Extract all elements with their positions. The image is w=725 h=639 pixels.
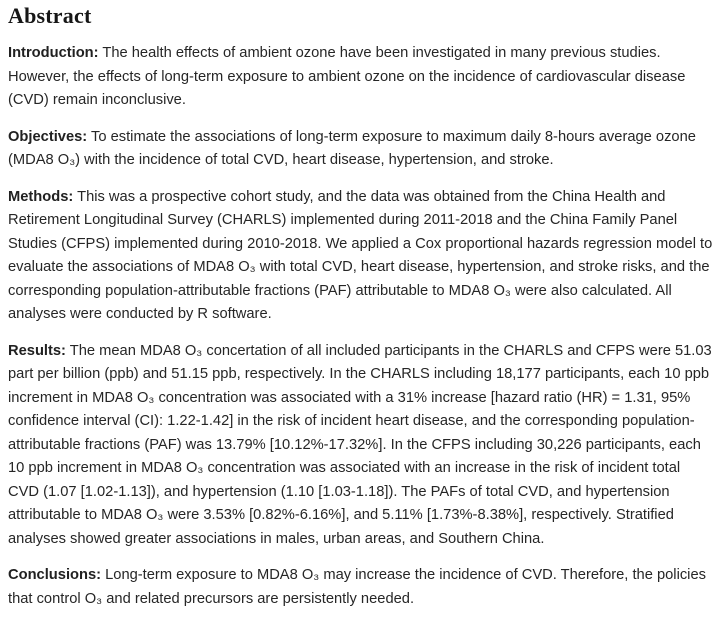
introduction-paragraph: [8, 42, 713, 113]
methods-paragraph: [8, 186, 713, 327]
objectives-paragraph: [8, 126, 713, 173]
results-label: Results:: [8, 342, 66, 359]
introduction-text: The health effects of ambient ozone have been investigated in many previous studies. However, the effects of long-term exposure to ambient ozone on the incidence of cardiovascular disease (CVD) remain inconclusive.: [8, 45, 686, 108]
conclusions-text: Long-term exposure to MDA8 O₃ may increase the incidence of CVD. Therefore, the policies that control O₃ and related precursors are persistently needed.: [8, 567, 706, 607]
results-paragraph: [8, 340, 713, 552]
conclusions-paragraph: [8, 564, 713, 611]
objectives-label: Objectives:: [8, 128, 88, 145]
results-text: The mean MDA8 O₃ concertation of all included participants in the CHARLS and CFPS were 51.03 part per billion (ppb) and 51.15 ppb, respectively. In the CHARLS including 18,177 participants, each 10 ppb increment in MDA8 O₃ concentration was associated with a 31% increase [hazard ratio (HR) = 1.31, 95% confidence interval (CI): 1.22-1.42] in the risk of incident heart disease, and the corresponding population-attributable fractions (PAF) was 13.79% [10.12%-17.32%]. In the CFPS including 30,226 participants, each 10 ppb increment in MDA8 O₃ concentration was associated with an increase in the risk of incident total CVD (1.07 [1.02-1.13]), and hypertension (1.10 [1.03-1.18]). The PAFs of total CVD, and hypertension attributable to MDA8 O₃ were 3.53% [0.82%-6.16%], and 5.11% [1.73%-8.38%], respectively. Stratified analyses showed greater associations in males, urban areas, and Southern China.: [8, 342, 712, 547]
methods-label: Methods:: [8, 188, 74, 205]
methods-text: This was a prospective cohort study, and the data was obtained from the China Health and Retirement Longitudinal Survey (CHARLS) implemented during 2011-2018 and the China Family Panel Studies (CFPS) implemented during 2010-2018. We applied a Cox proportional hazards regression model to evaluate the associations of MDA8 O₃ with total CVD, heart disease, hypertension, and stroke risks, and the corresponding population-attributable fractions (PAF) attributable to MDA8 O₃ were also calculated. All analyses were conducted by R software.: [8, 188, 713, 322]
conclusions-label: Conclusions:: [8, 567, 102, 583]
objectives-text: To estimate the associations of long-term exposure to maximum daily 8-hours average ozone (MDA8 O₃) with the incidence of total CVD, heart disease, hypertension, and stroke.: [8, 128, 696, 168]
abstract-heading: Abstract: [8, 3, 92, 28]
introduction-label: Introduction:: [8, 45, 99, 61]
